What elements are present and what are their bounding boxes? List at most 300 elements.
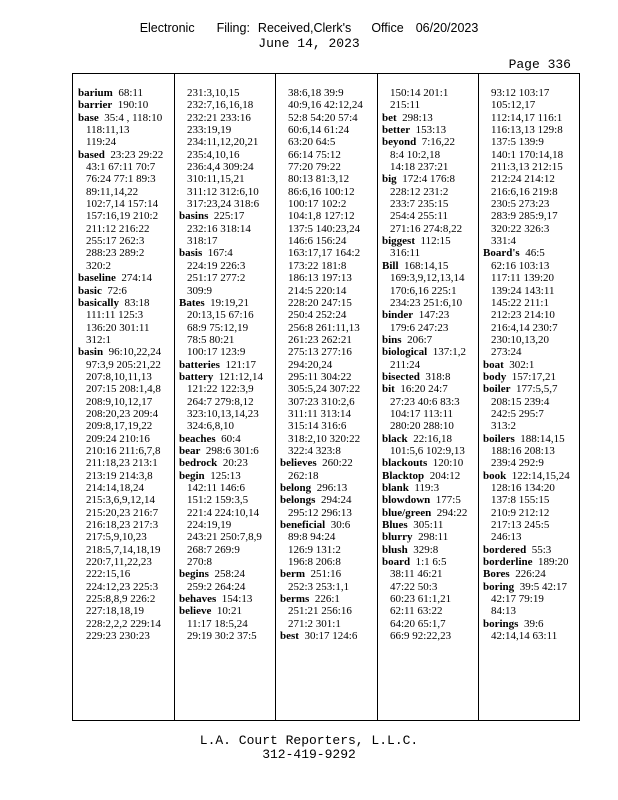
index-continuation	[78, 507, 173, 519]
index-references: 154:13	[221, 593, 253, 606]
index-references: 189:20	[538, 556, 569, 569]
index-references: 259:2 264:24	[187, 580, 246, 593]
index-references: 225:17	[213, 210, 245, 223]
index-references: 216:4,14 230:7	[491, 321, 558, 334]
index-references: 47:22 50:3	[390, 580, 438, 593]
index-entry	[280, 568, 375, 580]
index-entry	[382, 544, 477, 556]
index-continuation	[483, 260, 578, 272]
index-headword: book	[483, 469, 507, 482]
index-references: 139:24 143:11	[491, 284, 555, 297]
index-continuation	[483, 630, 578, 642]
index-headword: body	[483, 370, 507, 383]
index-continuation	[179, 223, 274, 235]
index-headword: best	[280, 630, 299, 643]
index-entry	[382, 494, 477, 506]
index-continuation	[382, 247, 477, 259]
index-continuation	[483, 420, 578, 432]
index-references: 39:6	[523, 617, 544, 630]
index-references: 83:18	[124, 296, 150, 309]
index-headword: barium	[78, 87, 113, 99]
index-references: 224:12,23 225:3	[86, 580, 159, 593]
index-continuation	[483, 408, 578, 420]
index-references: 323:10,13,14,23	[187, 407, 259, 420]
index-continuation	[382, 161, 477, 173]
index-references: 62:11 63:22	[390, 605, 443, 618]
index-references: 207:15 208:1,4,8	[86, 383, 161, 396]
index-references: 331:4	[491, 235, 517, 248]
index-entry	[179, 433, 274, 445]
index-references: 150:14 201:1	[390, 87, 449, 99]
index-references: 43:1 67:11 70:7	[86, 161, 156, 174]
index-references: 305:11	[413, 519, 444, 532]
index-headword: begins	[179, 568, 209, 581]
index-references: 258:24	[214, 568, 246, 581]
index-references: 210:16 211:6,7,8	[86, 444, 161, 457]
index-references: 233:7 235:15	[390, 198, 449, 211]
index-headword: Blues	[382, 519, 408, 532]
index-continuation	[382, 605, 477, 617]
index-references: 23:23 29:22	[110, 148, 164, 161]
index-continuation	[78, 605, 173, 617]
index-references: 125:13	[210, 469, 241, 482]
index-references: 137:1,2	[432, 346, 467, 359]
index-references: 177:5	[435, 494, 461, 507]
index-references: 211:12 216:22	[86, 222, 150, 235]
index-entry	[382, 556, 477, 568]
index-references: 10:21	[216, 605, 242, 618]
index-references: 250:4 252:24	[288, 309, 347, 322]
index-continuation	[483, 272, 578, 284]
index-references: 229:23 230:23	[86, 630, 150, 643]
index-continuation	[382, 408, 477, 420]
index-continuation	[179, 346, 274, 358]
index-headword: barrier	[78, 99, 113, 112]
index-headword: basic	[78, 284, 102, 297]
index-continuation	[280, 99, 375, 111]
index-continuation	[382, 322, 477, 334]
index-references: 309:9	[187, 284, 213, 297]
index-continuation	[382, 420, 477, 432]
index-entry	[78, 149, 173, 161]
index-headword: Blacktop	[382, 469, 425, 482]
index-continuation	[179, 272, 274, 284]
index-continuation	[179, 285, 274, 297]
index-entry	[179, 445, 274, 457]
index-continuation	[280, 420, 375, 432]
index-references: 228:12 231:2	[390, 185, 449, 198]
index-headword: batteries	[179, 358, 220, 371]
index-references: 64:20 65:1,7	[390, 617, 446, 630]
index-continuation	[179, 544, 274, 556]
index-entry	[382, 309, 477, 321]
index-entry	[483, 556, 578, 568]
index-continuation	[280, 198, 375, 210]
index-references: 233:19,19	[187, 124, 232, 137]
index-references: 63:20 64:5	[288, 136, 336, 149]
index-references: 318:17	[187, 235, 218, 248]
index-references: 234:23 251:6,10	[390, 296, 463, 309]
index-headword: Bill	[382, 259, 399, 272]
index-references: 311:11 313:14	[288, 407, 352, 420]
index-references: 261:23 262:21	[288, 333, 352, 346]
index-references: 66:14 75:12	[288, 148, 341, 161]
index-continuation	[382, 445, 477, 457]
index-continuation	[179, 482, 274, 494]
index-continuation	[280, 544, 375, 556]
index-references: 46:5	[525, 247, 545, 260]
column-divider	[275, 74, 276, 720]
index-headword: bins	[382, 333, 402, 346]
index-continuation	[483, 494, 578, 506]
index-references: 216:6,16 219:8	[491, 185, 558, 198]
index-references: 146:6 156:24	[288, 235, 347, 248]
index-entry	[483, 371, 578, 383]
index-references: 211:3,13 212:15	[491, 161, 563, 174]
index-continuation	[280, 235, 375, 247]
index-entry	[382, 235, 477, 247]
index-continuation	[280, 173, 375, 185]
index-headword: basins	[179, 210, 209, 223]
index-references: 137:5 139:9	[491, 136, 544, 149]
index-entry	[382, 457, 477, 469]
index-entry	[382, 346, 477, 358]
index-references: 216:18,23 217:3	[86, 519, 159, 532]
index-continuation	[280, 581, 375, 593]
index-continuation	[382, 186, 477, 198]
index-continuation	[78, 186, 173, 198]
index-references: 126:9 131:2	[288, 543, 341, 556]
index-entry	[179, 359, 274, 371]
index-headword: bedrock	[179, 457, 218, 470]
index-continuation	[483, 334, 578, 346]
index-continuation	[483, 99, 578, 111]
index-references: 68:9 75:12,19	[187, 321, 249, 334]
index-continuation	[78, 223, 173, 235]
index-references: 111:11 125:3	[86, 309, 144, 322]
index-continuation	[179, 556, 274, 568]
index-entry	[382, 519, 477, 531]
index-references: 222:15,16	[86, 568, 131, 581]
index-continuation	[382, 297, 477, 309]
index-references: 30:6	[330, 519, 351, 532]
index-references: 288:23 289:2	[86, 247, 145, 260]
index-continuation	[483, 309, 578, 321]
index-references: 268:7 269:9	[187, 543, 240, 556]
index-continuation	[483, 149, 578, 161]
index-continuation	[280, 531, 375, 543]
index-references: 243:21 250:7,8,9	[187, 531, 262, 544]
index-column-5	[483, 87, 578, 642]
index-references: 121:22 122:3,9	[187, 383, 254, 396]
index-continuation	[382, 285, 477, 297]
index-entry	[78, 346, 173, 358]
hearing-date: June 14, 2023	[258, 36, 360, 51]
index-continuation	[280, 124, 375, 136]
index-continuation	[179, 507, 274, 519]
index-references: 231:3,10,15	[187, 87, 240, 99]
index-headword: big	[382, 173, 397, 186]
index-continuation	[78, 124, 173, 136]
index-references: 221:4 224:10,14	[187, 506, 260, 519]
index-references: 215:20,23 216:7	[86, 506, 159, 519]
index-entry	[280, 630, 375, 642]
electronic-filing-stamp	[0, 21, 618, 35]
index-references: 232:16 318:14	[187, 222, 251, 235]
index-references: 228:20 247:15	[288, 296, 352, 309]
index-references: 206:7	[407, 333, 433, 346]
index-references: 294:22	[436, 506, 468, 519]
index-continuation	[483, 186, 578, 198]
index-continuation	[483, 445, 578, 457]
index-continuation	[483, 322, 578, 334]
index-entry	[382, 112, 477, 124]
index-headword: bisected	[382, 370, 420, 383]
index-references: 38:11 46:21	[390, 568, 443, 581]
index-continuation	[280, 334, 375, 346]
index-continuation	[179, 618, 274, 630]
index-continuation	[483, 136, 578, 148]
index-entry	[382, 482, 477, 494]
index-continuation	[483, 285, 578, 297]
index-continuation	[179, 186, 274, 198]
page-number: Page 336	[508, 57, 571, 72]
index-entry	[483, 247, 578, 259]
index-entry	[179, 593, 274, 605]
index-continuation	[179, 124, 274, 136]
index-continuation	[280, 359, 375, 371]
index-references: 29:19 30:2 37:5	[187, 630, 257, 643]
index-continuation	[78, 531, 173, 543]
index-headword: better	[382, 124, 411, 137]
index-references: 214:14,18,24	[86, 482, 145, 494]
index-headword: blowdown	[382, 494, 431, 507]
index-references: 20:13,15 67:16	[187, 309, 254, 322]
index-references: 208:9,10,12,17	[86, 395, 153, 408]
index-headword: boilers	[483, 432, 515, 445]
index-continuation	[78, 173, 173, 185]
index-references: 312:1	[86, 333, 112, 346]
index-references: 186:13 197:13	[288, 272, 352, 285]
reporter-phone: 312-419-9292	[262, 747, 356, 762]
index-references: 122:14,15,24	[511, 469, 570, 482]
index-references: 112:14,17 116:1	[491, 111, 563, 124]
index-continuation	[280, 309, 375, 321]
index-references: 116:13,13 129:8	[491, 124, 563, 137]
index-continuation	[382, 149, 477, 161]
index-continuation	[483, 198, 578, 210]
index-references: 42:14,14 63:11	[491, 630, 558, 643]
index-continuation	[483, 235, 578, 247]
word-index-box	[72, 73, 580, 721]
index-headword: bit	[382, 383, 395, 396]
index-references: 204:12	[429, 469, 461, 482]
index-continuation	[382, 223, 477, 235]
index-references: 211:18,23 213:1	[86, 457, 158, 470]
index-continuation	[483, 210, 578, 222]
index-references: 121:17	[225, 358, 256, 371]
index-references: 280:20 288:10	[390, 420, 454, 433]
index-continuation	[179, 531, 274, 543]
index-entry	[78, 285, 173, 297]
index-continuation	[280, 186, 375, 198]
index-continuation	[78, 568, 173, 580]
column-divider	[377, 74, 378, 720]
index-entry	[280, 593, 375, 605]
index-references: 170:6,16 225:1	[390, 284, 457, 297]
index-continuation	[483, 173, 578, 185]
index-continuation	[78, 161, 173, 173]
index-continuation	[179, 173, 274, 185]
index-entry	[483, 544, 578, 556]
index-references: 254:4 255:11	[390, 210, 448, 223]
index-continuation	[179, 309, 274, 321]
index-references: 196:8 206:8	[288, 556, 341, 569]
index-references: 228:2,2,2 229:14	[86, 617, 161, 630]
index-continuation	[382, 99, 477, 111]
index-continuation	[483, 507, 578, 519]
index-references: 317:23,24 318:6	[187, 198, 260, 211]
index-headword: behaves	[179, 593, 217, 606]
index-references: 213:19 214:3,8	[86, 469, 153, 482]
index-references: 104:17 113:11	[390, 407, 454, 420]
index-references: 251:16	[310, 568, 342, 581]
index-references: 311:12 312:6,10	[187, 185, 259, 198]
filed-date: 06/20/2023	[415, 21, 479, 35]
index-continuation	[483, 87, 578, 99]
index-references: 60:23 61:1,21	[390, 593, 452, 606]
index-references: 163:17,17 164:2	[288, 247, 361, 260]
index-headword: Bores	[483, 568, 510, 581]
index-headword: berms	[280, 593, 310, 606]
index-references: 76:24 77:1 89:3	[86, 173, 156, 186]
index-continuation	[280, 223, 375, 235]
index-continuation	[78, 556, 173, 568]
index-headword: binder	[382, 309, 414, 322]
index-references: 112:15	[420, 235, 451, 248]
index-continuation	[179, 396, 274, 408]
index-references: 14:18 237:21	[390, 161, 449, 174]
index-entry	[382, 470, 477, 482]
index-continuation	[280, 247, 375, 259]
index-column-2	[179, 87, 274, 642]
index-references: 296:13	[316, 482, 348, 494]
index-references: 235:4,10,16	[187, 148, 240, 161]
index-entry	[280, 519, 375, 531]
index-headword: blackouts	[382, 457, 428, 470]
index-continuation	[280, 383, 375, 395]
index-entry	[382, 260, 477, 272]
column-divider	[478, 74, 479, 720]
index-continuation	[179, 136, 274, 148]
index-continuation	[382, 630, 477, 642]
index-references: 305:5,24 307:22	[288, 383, 361, 396]
index-references: 256:8 261:11,13	[288, 321, 360, 334]
index-references: 215:11	[390, 99, 421, 112]
index-entry	[483, 433, 578, 445]
index-references: 260:22	[322, 457, 353, 470]
index-headword: Board's	[483, 247, 520, 260]
index-references: 320:22 326:3	[491, 222, 550, 235]
index-references: 120:10	[432, 457, 464, 470]
index-continuation	[78, 494, 173, 506]
index-continuation	[179, 383, 274, 395]
index-continuation	[483, 346, 578, 358]
index-references: 55:3	[531, 543, 552, 556]
index-references: 208:20,23 209:4	[86, 407, 159, 420]
index-references: 207:8,10,11,13	[86, 370, 152, 383]
index-entry	[483, 568, 578, 580]
index-continuation	[280, 408, 375, 420]
index-references: 232:21 233:16	[187, 111, 251, 124]
index-references: 102:7,14 157:14	[86, 198, 159, 211]
index-continuation	[483, 519, 578, 531]
index-headword: borderline	[483, 556, 533, 569]
index-references: 68:11	[118, 87, 143, 99]
index-continuation	[483, 112, 578, 124]
index-headword: biggest	[382, 235, 415, 248]
index-references: 246:13	[491, 531, 522, 544]
index-references: 242:5 295:7	[491, 407, 544, 420]
index-references: 137:5 140:23,24	[288, 222, 361, 235]
index-column-3	[280, 87, 375, 642]
index-references: 271:2 301:1	[288, 617, 341, 630]
index-continuation	[78, 593, 173, 605]
index-continuation	[78, 433, 173, 445]
index-headword: beneficial	[280, 519, 326, 532]
index-continuation	[78, 210, 173, 222]
index-references: 230:10,13,20	[491, 333, 550, 346]
index-headword: blue/green	[382, 506, 432, 519]
index-references: 119:3	[414, 482, 440, 494]
index-continuation	[78, 136, 173, 148]
index-references: 60:6,14 61:24	[288, 124, 350, 137]
index-references: 137:8 155:15	[491, 494, 550, 507]
index-references: 236:4,4 309:24	[187, 161, 254, 174]
index-references: 11:17 18:5,24	[187, 617, 248, 630]
index-continuation	[179, 149, 274, 161]
index-headword: Bates	[179, 296, 205, 309]
index-references: 151:2 159:3,5	[187, 494, 249, 507]
index-continuation	[179, 161, 274, 173]
index-references: 105:12,17	[491, 99, 536, 112]
index-references: 255:17 262:3	[86, 235, 145, 248]
index-references: 16:20 24:7	[400, 383, 448, 396]
index-references: 97:3,9 205:21,22	[86, 358, 161, 371]
index-continuation	[280, 260, 375, 272]
index-continuation	[280, 161, 375, 173]
index-continuation	[483, 396, 578, 408]
index-continuation	[179, 334, 274, 346]
index-references: 100:17 102:2	[288, 198, 347, 211]
index-references: 227:18,18,19	[86, 605, 145, 618]
index-entry	[382, 173, 477, 185]
index-continuation	[78, 420, 173, 432]
index-references: 89:8 94:24	[288, 531, 336, 544]
index-references: 225:8,8,9 226:2	[86, 593, 156, 606]
index-references: 84:13	[491, 605, 517, 618]
index-continuation	[78, 383, 173, 395]
index-references: 329:8	[413, 543, 439, 556]
index-references: 316:11	[390, 247, 421, 260]
index-references: 294:20,24	[288, 358, 333, 371]
index-headword: baseline	[78, 272, 116, 285]
index-headword: basin	[78, 346, 104, 359]
index-continuation	[78, 482, 173, 494]
index-references: 52:8 54:20 57:4	[288, 111, 358, 124]
reporter-company: L.A. Court Reporters, L.L.C.	[199, 733, 419, 748]
index-continuation	[280, 556, 375, 568]
